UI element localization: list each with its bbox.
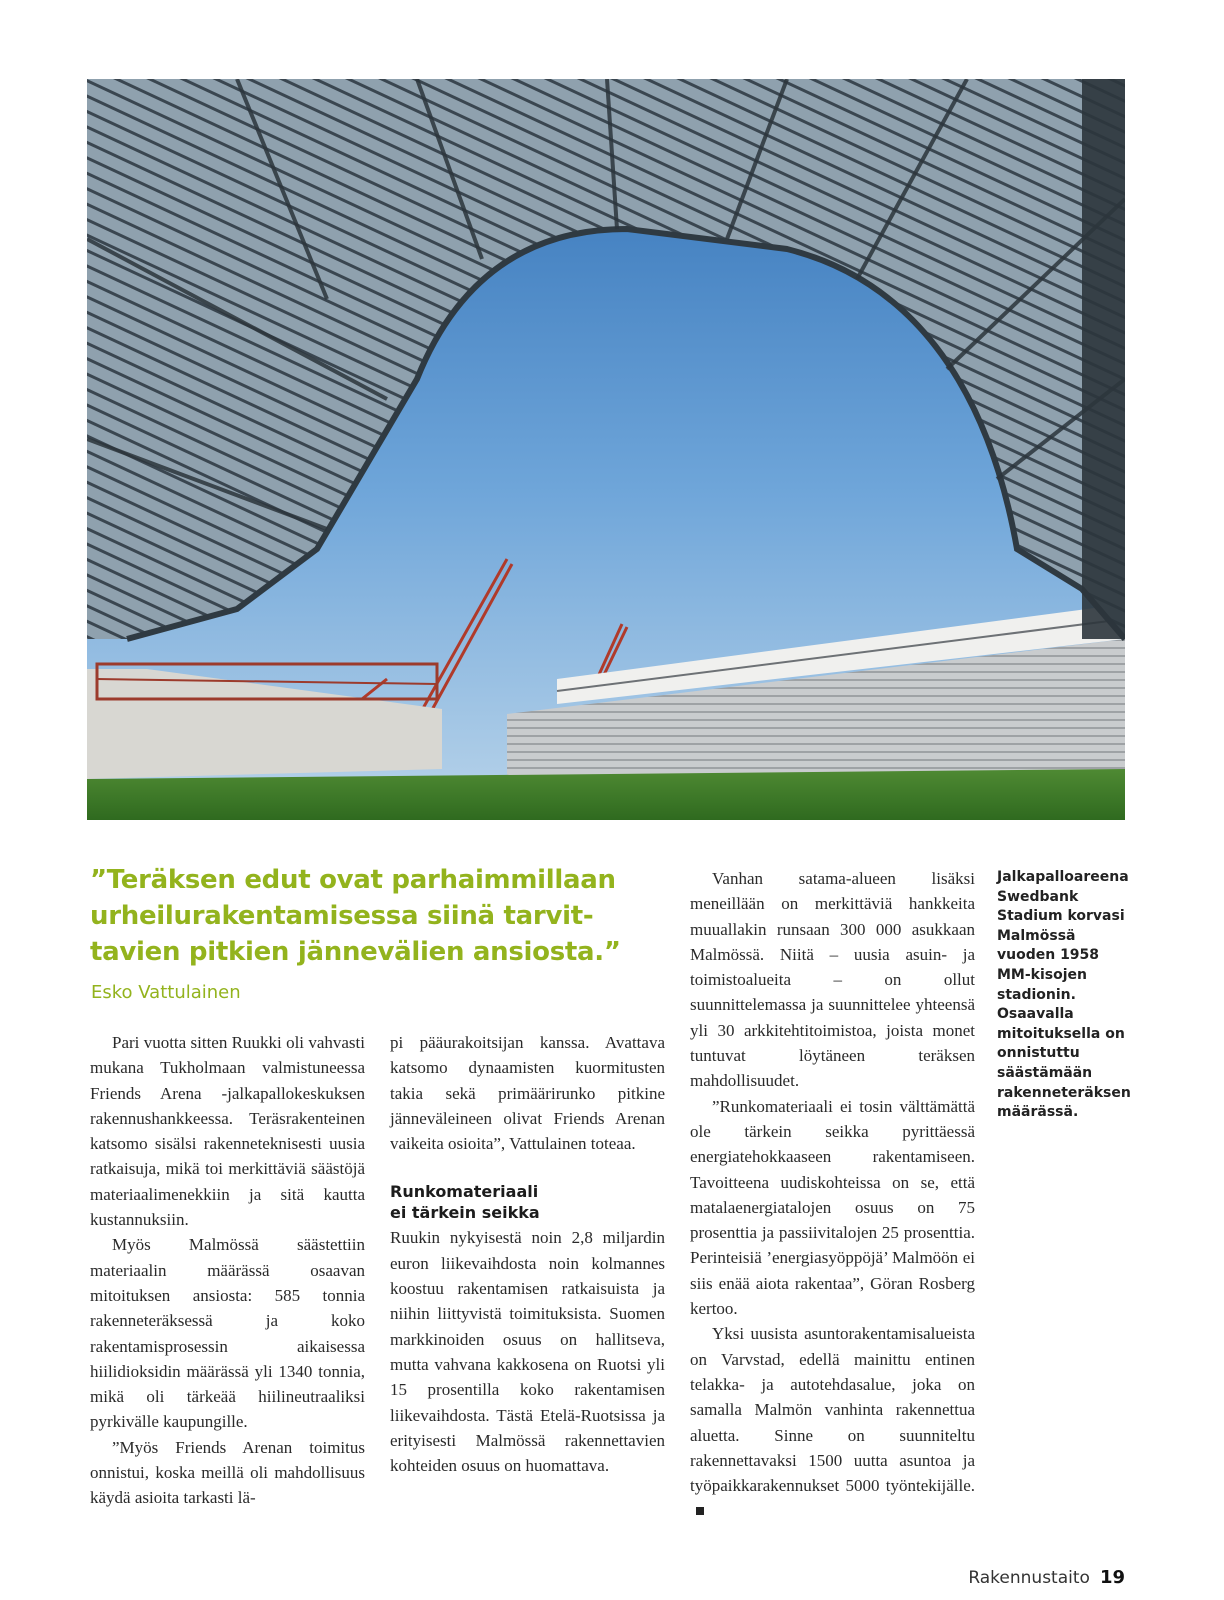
body-paragraph: Vanhan satama-alueen lisäksi meneillään on merkittäviä hankkeita muuallakin runsaan 300 000 asukkaan Malmössä. Niitä – uusia asuin- ja toimistoalueita – on ollut suunnittelemassa ja suunnittelee yhteensä yli 30 arkkitehtitoimistoa, joista monet tuntuvat löytäneen teräksen mahdollisuudet. bbox=[690, 869, 975, 1091]
article-column-3 bbox=[690, 866, 975, 1524]
subheading-line: Runkomateriaali bbox=[390, 1182, 539, 1202]
page-number: 19 bbox=[1099, 1567, 1125, 1588]
pull-quote-line: urheilurakentamisessa siinä tarvit- bbox=[90, 901, 594, 931]
pull-quote bbox=[90, 862, 670, 970]
body-paragraph-final bbox=[690, 1321, 975, 1523]
body-paragraph: Myös Malmössä säästettiin materiaalin määrässä osaavan mitoituksen ansiosta: 585 tonnia rakenneteräksessä ja koko rakentamisprosessin aikaisessa hiilidioksidin määrässä yli 1340 tonnia, mikä oli tärkeää hiilineutraaliksi pyrkivälle kaupungille. bbox=[90, 1235, 365, 1432]
photo-caption: Jalkapalloareena Swedbank Stadium korvasi Malmössä vuoden 1958 MM-kisojen stadionin. Osaavalla mitoituksella on onnistuttu säästämään rakenneteräksen määrässä. bbox=[997, 869, 1131, 1121]
section-subheading bbox=[390, 1181, 665, 1223]
body-paragraph: Pari vuotta sitten Ruukki oli vahvasti mukana Tukholmaan valmistuneessa Friends Arena -jalkapallokeskuksen rakennushankkeessa. Teräsrakenteinen katsomo sisälsi rakenneteknisesti uusia ratkaisuja, mikä toi merkittäviä säästöjä materiaalimenekkiin ja sitä kautta kustannuksiin. bbox=[90, 1033, 365, 1230]
pull-quote-line: ”Teräksen edut ovat parhaimmillaan bbox=[90, 865, 616, 895]
body-paragraph: pi pääurakoitsijan kanssa. Avattava katsomo dynaamisten kuormitusten takia sekä primäärirunko pitkine jänneväleineen olivat Friends Arenan vaikeita osioita”, Vattulainen toteaa. bbox=[390, 1033, 665, 1154]
article-column-1 bbox=[90, 1030, 365, 1511]
stadium-photo-illustration bbox=[87, 79, 1125, 820]
body-paragraph: ”Myös Friends Arenan toimitus onnistui, koska meillä oli mahdollisuus käydä asioita tarkasti lä- bbox=[90, 1437, 365, 1508]
article-column-2 bbox=[390, 1030, 665, 1478]
body-text: Yksi uusista asuntorakentamisalueista on Varvstad, edellä mainittu entinen telakka- ja autotehdasalue, joka on samalla Malmön vanhinta rakennettua aluetta. Sinne on suunniteltu rakennettavaksi 1500 uutta asuntoa ja työpaikkarakennukset 5000 työntekijälle. bbox=[690, 1324, 975, 1496]
body-paragraph: Ruukin nykyisestä noin 2,8 miljardin euron liikevaihdosta noin kolmannes koostuu rakentamisen ratkaisuista ja niihin liittyvistä toimituksista. Suomen markkinoiden osuus on hallitseva, mutta vahvana kakkosena on Ruotsi yli 15 prosentilla koko rakentamisen liikevaihdosta. Tästä Etelä-Ruotsissa ja erityisesti Malmössä rakennettavien kohteiden osuus on huomattava. bbox=[390, 1228, 665, 1476]
end-of-article-mark-icon bbox=[696, 1507, 704, 1515]
body-paragraph: ”Runkomateriaali ei tosin välttämättä ole tärkein seikka pyrittäessä energiatehokkaaseen rakentamiseen. Tavoitteena uudiskohteissa on se, että matalaenergiatalojen osuus on 75 prosenttia ja passiivitalojen 25 prosenttia. Perinteisiä ’energiasyöppöjä’ Malmöön ei siis enää aiota rakentaa”, Göran Rosberg kertoo. bbox=[690, 1096, 975, 1319]
stadium-roof-photo bbox=[87, 79, 1125, 820]
page-footer bbox=[968, 1567, 1125, 1588]
quote-attribution: Esko Vattulainen bbox=[91, 982, 241, 1003]
magazine-name: Rakennustaito bbox=[968, 1568, 1090, 1588]
pull-quote-line: tavien pitkien jännevälien ansiosta.” bbox=[90, 937, 621, 967]
subheading-line: ei tärkein seikka bbox=[390, 1203, 540, 1223]
